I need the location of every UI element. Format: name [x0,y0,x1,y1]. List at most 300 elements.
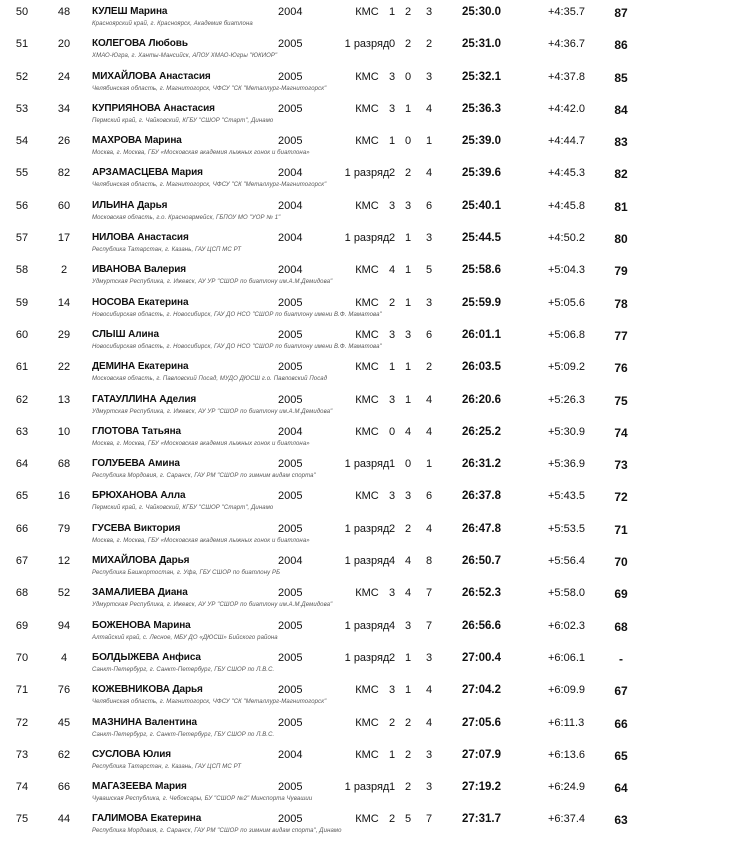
place-cell: 61 [15,361,29,374]
team-region: Удмуртская Республика, г. Ижевск, АУ УР "СШОР по биатлону им.А.М.Демидова" [92,279,333,286]
shooting-stage-2: 1 [404,393,412,406]
bib-cell: 94 [57,619,71,632]
athlete-name: ГАЛИМОВА Екатерина [92,813,202,825]
athlete-name: ГЛОТОВА Татьяна [92,425,181,437]
bib-cell: 82 [57,167,71,180]
sport-rank: КМС [355,361,379,374]
shooting-stage-2: 2 [404,167,412,180]
sport-rank: 1 разряд [344,555,390,568]
points: 65 [614,748,628,763]
shooting-stage-2: 2 [404,38,412,51]
birth-year: 2005 [278,135,303,148]
shooting-stage-1: 1 [388,361,396,374]
shooting-stage-1: 2 [388,167,396,180]
shooting-stage-1: 3 [388,70,396,83]
athlete-name: МИХАЙЛОВА Анастасия [92,70,211,82]
place-cell: 60 [15,328,29,341]
team-region: Челябинская область, г. Магнитогорск, ЧФСУ "СК "Металлург-Магнитогорск" [92,699,327,706]
table-row [0,549,750,581]
shooting-stage-1: 3 [388,587,396,600]
bib-cell: 17 [57,232,71,245]
place-cell: 75 [15,813,29,826]
penalty-total: 3 [425,651,433,664]
shooting-stage-2: 2 [404,748,412,761]
birth-year: 2004 [278,425,303,438]
birth-year: 2005 [278,522,303,535]
table-row [0,323,750,355]
finish-time: 25:39.6 [462,167,502,180]
penalty-total: 4 [425,684,433,697]
team-region: Санкт-Петербург, г. Санкт-Петербург, ГБУ СШОР по Л.В.С. [92,666,275,673]
sport-rank: КМС [355,813,379,826]
birth-year: 2005 [278,70,303,83]
athlete-name: МАГАЗЕЕВА Мария [92,781,187,793]
shooting-stage-2: 1 [404,232,412,245]
time-gap: +5:53.5 [548,522,586,535]
points: 75 [614,393,628,408]
points: 72 [614,490,628,505]
penalty-total: 4 [425,167,433,180]
team-region: Московская область, г. Павловский Посад, МУДО ДЮСШ г.о. Павловский Посад [92,376,328,383]
shooting-stage-2: 1 [404,102,412,115]
sport-rank: 1 разряд [344,619,390,632]
points: 71 [614,522,628,537]
place-cell: 66 [15,522,29,535]
time-gap: +4:45.3 [548,167,586,180]
table-row [0,97,750,129]
bib-cell: 4 [60,651,68,664]
shooting-stage-2: 3 [404,328,412,341]
birth-year: 2005 [278,587,303,600]
points: 85 [614,70,628,85]
team-region: Удмуртская Республика, г. Ижевск, АУ УР "СШОР по биатлону им.А.М.Демидова" [92,408,333,415]
athlete-name: МАХРОВА Марина [92,135,182,147]
penalty-total: 7 [425,813,433,826]
shooting-stage-2: 0 [404,458,412,471]
team-region: Москва, г. Москва, ГБУ «Московская академия лыжных гонок и биатлона» [92,537,310,544]
penalty-total: 7 [425,619,433,632]
bib-cell: 52 [57,587,71,600]
time-gap: +4:44.7 [548,135,586,148]
time-gap: +6:24.9 [548,781,586,794]
finish-time: 26:37.8 [462,490,502,503]
shooting-stage-1: 2 [388,232,396,245]
bib-cell: 44 [57,813,71,826]
sport-rank: КМС [355,6,379,18]
place-cell: 72 [15,716,29,729]
team-region: Новосибирская область, г. Новосибирск, ГАУ ДО НСО "СШОР по биатлону имени В.Ф. Маматова" [92,311,382,318]
penalty-total: 1 [425,135,433,148]
table-row [0,517,750,549]
birth-year: 2004 [278,232,303,245]
finish-time: 26:03.5 [462,361,502,374]
sport-rank: 1 разряд [344,781,390,794]
points: 68 [614,619,628,634]
team-region: Новосибирская область, г. Новосибирск, ГАУ ДО НСО "СШОР по биатлону имени В.Ф. Маматова" [92,343,382,350]
shooting-stage-1: 1 [388,748,396,761]
shooting-stage-2: 2 [404,781,412,794]
table-row [0,291,750,323]
shooting-stage-1: 3 [388,102,396,115]
sport-rank: 1 разряд [344,458,390,471]
time-gap: +5:04.3 [548,264,586,277]
points: 86 [614,38,628,53]
penalty-total: 3 [425,232,433,245]
table-row [0,743,750,775]
penalty-total: 6 [425,490,433,503]
sport-rank: 1 разряд [344,167,390,180]
athlete-name: ГУСЕВА Виктория [92,522,181,534]
finish-time: 27:19.2 [462,781,502,794]
table-row [0,0,750,32]
team-region: Пермский край, г. Чайковский, КГБУ "СШОР "Старт", Динамо [92,505,274,512]
table-row [0,65,750,97]
penalty-total: 6 [425,328,433,341]
time-gap: +6:09.9 [548,684,586,697]
sport-rank: КМС [355,587,379,600]
table-row [0,614,750,646]
team-region: Алтайский край, с. Лесное, МБУ ДО «ДЮСШ» Бийского района [92,634,278,641]
place-cell: 54 [15,135,29,148]
penalty-total: 3 [425,748,433,761]
place-cell: 65 [15,490,29,503]
bib-cell: 20 [57,38,71,51]
athlete-name: БРЮХАНОВА Алла [92,490,186,502]
time-gap: +5:58.0 [548,587,586,600]
bib-cell: 34 [57,102,71,115]
sport-rank: КМС [355,716,379,729]
birth-year: 2005 [278,716,303,729]
shooting-stage-1: 3 [388,199,396,212]
shooting-stage-1: 0 [388,38,396,51]
bib-cell: 26 [57,135,71,148]
bib-cell: 48 [57,6,71,18]
team-region: Санкт-Петербург, г. Санкт-Петербург, ГБУ СШОР по Л.В.С. [92,731,275,738]
place-cell: 71 [15,684,29,697]
time-gap: +5:43.5 [548,490,586,503]
sport-rank: КМС [355,264,379,277]
birth-year: 2005 [278,296,303,309]
sport-rank: 1 разряд [344,522,390,535]
place-cell: 58 [15,264,29,277]
time-gap: +5:36.9 [548,458,586,471]
team-region: Красноярский край, г. Красноярск, Академия биатлона [92,21,253,27]
sport-rank: КМС [355,296,379,309]
birth-year: 2004 [278,199,303,212]
time-gap: +5:30.9 [548,425,586,438]
team-region: Республика Татарстан, г. Казань, ГАУ ЦСП МС РТ [92,247,242,254]
sport-rank: 1 разряд [344,232,390,245]
points: 78 [614,296,628,311]
time-gap: +6:02.3 [548,619,586,632]
athlete-name: КОЖЕВНИКОВА Дарья [92,684,203,696]
finish-time: 25:44.5 [462,232,502,245]
sport-rank: КМС [355,199,379,212]
penalty-total: 5 [425,264,433,277]
shooting-stage-1: 2 [388,813,396,826]
birth-year: 2005 [278,328,303,341]
shooting-stage-1: 2 [388,716,396,729]
points: 73 [614,458,628,473]
shooting-stage-1: 3 [388,393,396,406]
place-cell: 74 [15,781,29,794]
place-cell: 73 [15,748,29,761]
penalty-total: 8 [425,555,433,568]
team-region: Челябинская область, г. Магнитогорск, ЧФСУ "СК "Металлург-Магнитогорск" [92,85,327,92]
time-gap: +6:06.1 [548,651,586,664]
athlete-name: ИВАНОВА Валерия [92,264,187,276]
sport-rank: КМС [355,102,379,115]
birth-year: 2005 [278,490,303,503]
shooting-stage-2: 1 [404,296,412,309]
shooting-stage-2: 2 [404,6,412,18]
athlete-name: ГОЛУБЕВА Амина [92,458,180,470]
athlete-name: КОЛЕГОВА Любовь [92,38,188,50]
shooting-stage-2: 4 [404,425,412,438]
table-row [0,452,750,484]
birth-year: 2004 [278,264,303,277]
shooting-stage-2: 0 [404,135,412,148]
athlete-name: МИХАЙЛОВА Дарья [92,555,190,567]
birth-year: 2004 [278,555,303,568]
shooting-stage-2: 4 [404,587,412,600]
birth-year: 2005 [278,38,303,51]
finish-time: 26:20.6 [462,393,502,406]
finish-time: 25:40.1 [462,199,502,212]
shooting-stage-1: 1 [388,6,396,18]
birth-year: 2005 [278,393,303,406]
athlete-name: БОЖЕНОВА Марина [92,619,191,631]
place-cell: 55 [15,167,29,180]
athlete-name: ГАТАУЛЛИНА Аделия [92,393,197,405]
birth-year: 2005 [278,684,303,697]
points: 81 [614,199,628,214]
penalty-total: 1 [425,458,433,471]
finish-time: 26:01.1 [462,328,502,341]
penalty-total: 7 [425,587,433,600]
shooting-stage-2: 1 [404,361,412,374]
place-cell: 63 [15,425,29,438]
time-gap: +4:42.0 [548,102,586,115]
sport-rank: 1 разряд [344,38,390,51]
points: 63 [614,813,628,828]
time-gap: +4:35.7 [548,6,586,18]
place-cell: 69 [15,619,29,632]
bib-cell: 62 [57,748,71,761]
bib-cell: 29 [57,328,71,341]
penalty-total: 4 [425,716,433,729]
points: 64 [614,781,628,796]
points: 82 [614,167,628,182]
place-cell: 56 [15,199,29,212]
table-row [0,129,750,161]
athlete-name: ДЕМИНА Екатерина [92,361,189,373]
table-row [0,388,750,420]
bib-cell: 45 [57,716,71,729]
athlete-name: МАЗНИНА Валентина [92,716,197,728]
table-row [0,775,750,807]
shooting-stage-1: 1 [388,135,396,148]
penalty-total: 4 [425,393,433,406]
table-row [0,258,750,290]
place-cell: 57 [15,232,29,245]
sport-rank: КМС [355,748,379,761]
sport-rank: 1 разряд [344,651,390,664]
shooting-stage-1: 1 [388,458,396,471]
athlete-name: СУСЛОВА Юлия [92,748,172,760]
penalty-total: 3 [425,296,433,309]
place-cell: 62 [15,393,29,406]
bib-cell: 66 [57,781,71,794]
shooting-stage-2: 5 [404,813,412,826]
athlete-name: АРЗАМАСЦЕВА Мария [92,167,203,179]
birth-year: 2004 [278,6,303,18]
penalty-total: 3 [425,70,433,83]
finish-time: 26:31.2 [462,458,502,471]
table-row [0,646,750,678]
shooting-stage-2: 4 [404,555,412,568]
time-gap: +4:36.7 [548,38,586,51]
sport-rank: КМС [355,425,379,438]
penalty-total: 3 [425,6,433,18]
team-region: Республика Мордовия, г. Саранск, ГАУ РМ "СШОР по зимним видам спорта" [92,473,316,480]
finish-time: 27:31.7 [462,813,502,826]
points: 77 [614,328,628,343]
team-region: Москва, г. Москва, ГБУ «Московская академия лыжных гонок и биатлона» [92,150,310,157]
bib-cell: 76 [57,684,71,697]
shooting-stage-1: 2 [388,651,396,664]
finish-time: 25:31.0 [462,38,502,51]
bib-cell: 14 [57,296,71,309]
table-row [0,711,750,743]
birth-year: 2005 [278,619,303,632]
place-cell: 50 [15,6,29,18]
athlete-name: НИЛОВА Анастасия [92,232,189,244]
finish-time: 26:25.2 [462,425,502,438]
athlete-name: БОЛДЫЖЕВА Анфиса [92,651,201,663]
points: 74 [614,425,628,440]
shooting-stage-1: 3 [388,684,396,697]
finish-time: 25:30.0 [462,6,502,18]
shooting-stage-2: 3 [404,490,412,503]
place-cell: 59 [15,296,29,309]
time-gap: +4:45.8 [548,199,586,212]
time-gap: +5:06.8 [548,328,586,341]
team-region: Республика Башкортостан, г. Уфа, ГБУ СШОР по биатлону РБ [92,570,281,577]
points: 87 [614,6,628,20]
points: 84 [614,102,628,117]
table-row [0,484,750,516]
sport-rank: КМС [355,684,379,697]
shooting-stage-2: 2 [404,522,412,535]
team-region: Удмуртская Республика, г. Ижевск, АУ УР "СШОР по биатлону им.А.М.Демидова" [92,602,333,609]
points: 80 [614,232,628,247]
penalty-total: 2 [425,38,433,51]
bib-cell: 13 [57,393,71,406]
athlete-name: СЛЫШ Алина [92,328,159,340]
shooting-stage-2: 1 [404,684,412,697]
athlete-name: КУПРИЯНОВА Анастасия [92,102,215,114]
shooting-stage-1: 1 [388,781,396,794]
finish-time: 25:36.3 [462,102,502,115]
birth-year: 2005 [278,813,303,826]
athlete-name: ИЛЬИНА Дарья [92,199,168,211]
team-region: ХМАО-Югра, г. Ханты-Мансийск, АПОУ ХМАО-Югры "ЮКИОР" [92,53,278,60]
shooting-stage-1: 4 [388,619,396,632]
table-row [0,226,750,258]
finish-time: 25:58.6 [462,264,502,277]
table-row [0,32,750,64]
team-region: Московская область, г.о. Красноармейск, ГБПОУ МО "УОР № 1" [92,214,281,221]
time-gap: +4:37.8 [548,70,586,83]
bib-cell: 16 [57,490,71,503]
place-cell: 53 [15,102,29,115]
shooting-stage-2: 1 [404,264,412,277]
shooting-stage-2: 3 [404,619,412,632]
finish-time: 25:32.1 [462,70,502,83]
place-cell: 70 [15,651,29,664]
penalty-total: 3 [425,781,433,794]
time-gap: +6:13.6 [548,748,586,761]
points: 83 [614,135,628,150]
athlete-name: НОСОВА Екатерина [92,296,189,308]
shooting-stage-1: 2 [388,296,396,309]
penalty-total: 2 [425,361,433,374]
points: 67 [614,684,628,699]
time-gap: +4:50.2 [548,232,586,245]
finish-time: 27:07.9 [462,748,502,761]
shooting-stage-2: 1 [404,651,412,664]
team-region: Чувашская Республика, г. Чебоксары, БУ "СШОР №2" Минспорта Чувашии [92,796,313,803]
place-cell: 67 [15,555,29,568]
shooting-stage-1: 0 [388,425,396,438]
shooting-stage-1: 3 [388,328,396,341]
finish-time: 27:04.2 [462,684,502,697]
sport-rank: КМС [355,70,379,83]
finish-time: 27:05.6 [462,716,502,729]
time-gap: +6:37.4 [548,813,586,826]
sport-rank: КМС [355,328,379,341]
time-gap: +5:26.3 [548,393,586,406]
team-region: Челябинская область, г. Магнитогорск, ЧФСУ "СК "Металлург-Магнитогорск" [92,182,327,189]
penalty-total: 4 [425,102,433,115]
bib-cell: 22 [57,361,71,374]
team-region: Республика Татарстан, г. Казань, ГАУ ЦСП МС РТ [92,763,242,770]
shooting-stage-2: 0 [404,70,412,83]
sport-rank: КМС [355,393,379,406]
athlete-name: КУЛЕШ Марина [92,6,168,17]
time-gap: +5:09.2 [548,361,586,374]
birth-year: 2005 [278,458,303,471]
table-row [0,678,750,710]
place-cell: 51 [15,38,29,51]
finish-time: 26:52.3 [462,587,502,600]
bib-cell: 24 [57,70,71,83]
shooting-stage-1: 4 [388,555,396,568]
birth-year: 2005 [278,651,303,664]
table-row [0,420,750,452]
points: - [619,651,623,666]
shooting-stage-1: 3 [388,490,396,503]
finish-time: 26:47.8 [462,522,502,535]
time-gap: +5:05.6 [548,296,586,309]
place-cell: 68 [15,587,29,600]
birth-year: 2004 [278,167,303,180]
table-row [0,161,750,193]
place-cell: 64 [15,458,29,471]
bib-cell: 60 [57,199,71,212]
birth-year: 2005 [278,102,303,115]
